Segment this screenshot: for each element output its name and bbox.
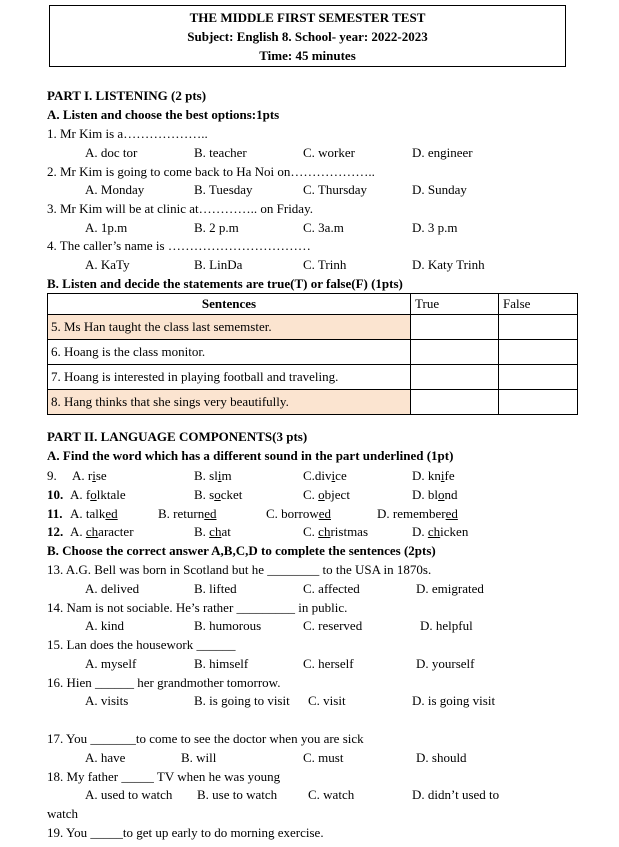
q11-option-c: C. borrowed <box>266 506 331 521</box>
q16-option-a: A. visits <box>85 693 129 708</box>
q13-option-d: D. emigrated <box>416 581 484 596</box>
q14-option-b: B. humorous <box>194 618 262 633</box>
q17-stem: 17. You _______to come to see the doctor when you are sick <box>47 731 364 746</box>
table-row <box>48 315 578 340</box>
true-cell[interactable] <box>411 340 499 365</box>
q12-option-d: D. chicken <box>412 524 469 539</box>
q4-stem: 4. The caller’s name is …………………………… <box>47 238 311 253</box>
q16-option-c: C. visit <box>308 693 346 708</box>
q19-stem: 19. You _____to get up early to do morning exercise. <box>47 825 324 840</box>
q10-option-c: C. object <box>303 487 350 502</box>
part2-section-b: B. Choose the correct answer A,B,C,D to complete the sentences (2pts) <box>47 543 436 558</box>
q16-option-b: B. is going to visit <box>194 693 290 708</box>
part2-title: PART II. LANGUAGE COMPONENTS(3 pts) <box>47 429 308 444</box>
q14-option-c: C. reserved <box>303 618 363 633</box>
false-cell[interactable] <box>499 390 578 415</box>
q11-option-d: D. remembered <box>377 506 458 521</box>
q17-option-d: D. should <box>416 750 467 765</box>
q15-option-c: C. herself <box>303 656 354 671</box>
q15-stem: 15. Lan does the housework ______ <box>47 637 236 652</box>
q18-option-d: D. didn’t used to <box>412 787 500 802</box>
q3-option-d: D. 3 p.m <box>412 220 458 235</box>
part2-section-a: A. Find the word which has a different sound in the part underlined (1pt) <box>47 448 454 463</box>
q2-option-d: D. Sunday <box>412 182 467 197</box>
q3-option-b: B. 2 p.m <box>194 220 239 235</box>
q10-number: 10. <box>47 487 64 502</box>
q9-option-b: B. slim <box>194 468 232 483</box>
q3-option-a: A. 1p.m <box>85 220 128 235</box>
q9-option-d: D. knife <box>412 468 455 483</box>
table-row <box>48 340 578 365</box>
q12-number: 12. <box>47 524 64 539</box>
q4-option-c: C. Trinh <box>303 257 347 272</box>
q4-option-d: D. Katy Trinh <box>412 257 485 272</box>
q14-option-d: D. helpful <box>420 618 473 633</box>
test-time: Time: 45 minutes <box>259 48 356 63</box>
q4-option-a: A. KaTy <box>85 257 130 272</box>
q10-option-d: D. blond <box>412 487 458 502</box>
test-header <box>49 5 566 67</box>
q15-option-d: D. yourself <box>416 656 475 671</box>
q12-option-c: C. christmas <box>303 524 369 539</box>
part1-section-b: B. Listen and decide the statements are true(T) or false(F) (1pts) <box>47 276 403 291</box>
table-header-sentences: Sentences <box>48 294 411 315</box>
true-cell[interactable] <box>411 365 499 390</box>
q17-option-b: B. will <box>181 750 217 765</box>
q18-stem: 18. My father _____ TV when he was young <box>47 769 281 784</box>
q2-option-c: C. Thursday <box>303 182 368 197</box>
q10-option-b: B. socket <box>194 487 243 502</box>
q3-stem: 3. Mr Kim will be at clinic at………….. on Friday. <box>47 201 313 216</box>
q1-option-c: C. worker <box>303 145 355 160</box>
test-title: THE MIDDLE FIRST SEMESTER TEST <box>189 10 426 25</box>
q4-option-b: B. LinDa <box>194 257 243 272</box>
q17-option-c: C. must <box>303 750 344 765</box>
false-cell[interactable] <box>499 315 578 340</box>
q9-option-c: C.divice <box>303 468 347 483</box>
q13-stem: 13. A.G. Bell was born in Scotland but he ________ to the USA in 1870s. <box>47 562 432 577</box>
part1-section-a: A. Listen and choose the best options:1pts <box>47 107 280 122</box>
q2-option-b: B. Tuesday <box>194 182 253 197</box>
true-false-table <box>47 293 578 415</box>
true-cell[interactable] <box>411 315 499 340</box>
test-subject: Subject: English 8. School- year: 2022-2023 <box>187 29 428 44</box>
q15-option-b: B. himself <box>194 656 249 671</box>
q2-stem: 2. Mr Kim is going to come back to Ha Noi on……………….. <box>47 164 375 179</box>
table-row <box>48 365 578 390</box>
q1-option-a: A. doc tor <box>85 145 138 160</box>
q13-option-b: B. lifted <box>194 581 237 596</box>
true-cell[interactable] <box>411 390 499 415</box>
q13-option-a: A. delived <box>85 581 140 596</box>
q12-option-a: A. character <box>70 524 134 539</box>
q14-stem: 14. Nam is not sociable. He’s rather _________ in public. <box>47 600 348 615</box>
q11-option-a: A. talked <box>70 506 118 521</box>
q16-option-d: D. is going visit <box>412 693 496 708</box>
q18-option-a: A. used to watch <box>85 787 173 802</box>
q18-option-c: C. watch <box>308 787 355 802</box>
q9-option-a: A. rise <box>72 468 107 483</box>
q17-option-a: A. have <box>85 750 126 765</box>
q18-option-b: B. use to watch <box>197 787 278 802</box>
q1-option-b: B. teacher <box>194 145 247 160</box>
table-sentence: 6. Hoang is the class monitor. <box>48 340 411 365</box>
q1-option-d: D. engineer <box>412 145 473 160</box>
q3-option-c: C. 3a.m <box>303 220 344 235</box>
table-header-true: True <box>411 294 499 315</box>
false-cell[interactable] <box>499 340 578 365</box>
q12-option-b: B. chat <box>194 524 231 539</box>
q11-number: 11. <box>47 506 63 521</box>
q14-option-a: A. kind <box>85 618 124 633</box>
q11-option-b: B. returned <box>158 506 217 521</box>
q18-option-d-continued: watch <box>47 806 79 821</box>
q16-stem: 16. Hien ______ her grandmother tomorrow. <box>47 675 281 690</box>
false-cell[interactable] <box>499 365 578 390</box>
table-row <box>48 390 578 415</box>
table-header-false: False <box>499 294 578 315</box>
q10-option-a: A. folktale <box>70 487 126 502</box>
table-sentence: 7. Hoang is interested in playing football and traveling. <box>48 365 411 390</box>
part1-title: PART I. LISTENING (2 pts) <box>47 88 207 103</box>
table-sentence: 5. Ms Han taught the class last sememster. <box>48 315 411 340</box>
q9-number: 9. <box>47 468 57 483</box>
q1-stem: 1. Mr Kim is a……………….. <box>47 126 208 141</box>
table-sentence: 8. Hang thinks that she sings very beautifully. <box>48 390 411 415</box>
q13-option-c: C. affected <box>303 581 360 596</box>
q2-option-a: A. Monday <box>85 182 145 197</box>
q15-option-a: A. myself <box>85 656 137 671</box>
